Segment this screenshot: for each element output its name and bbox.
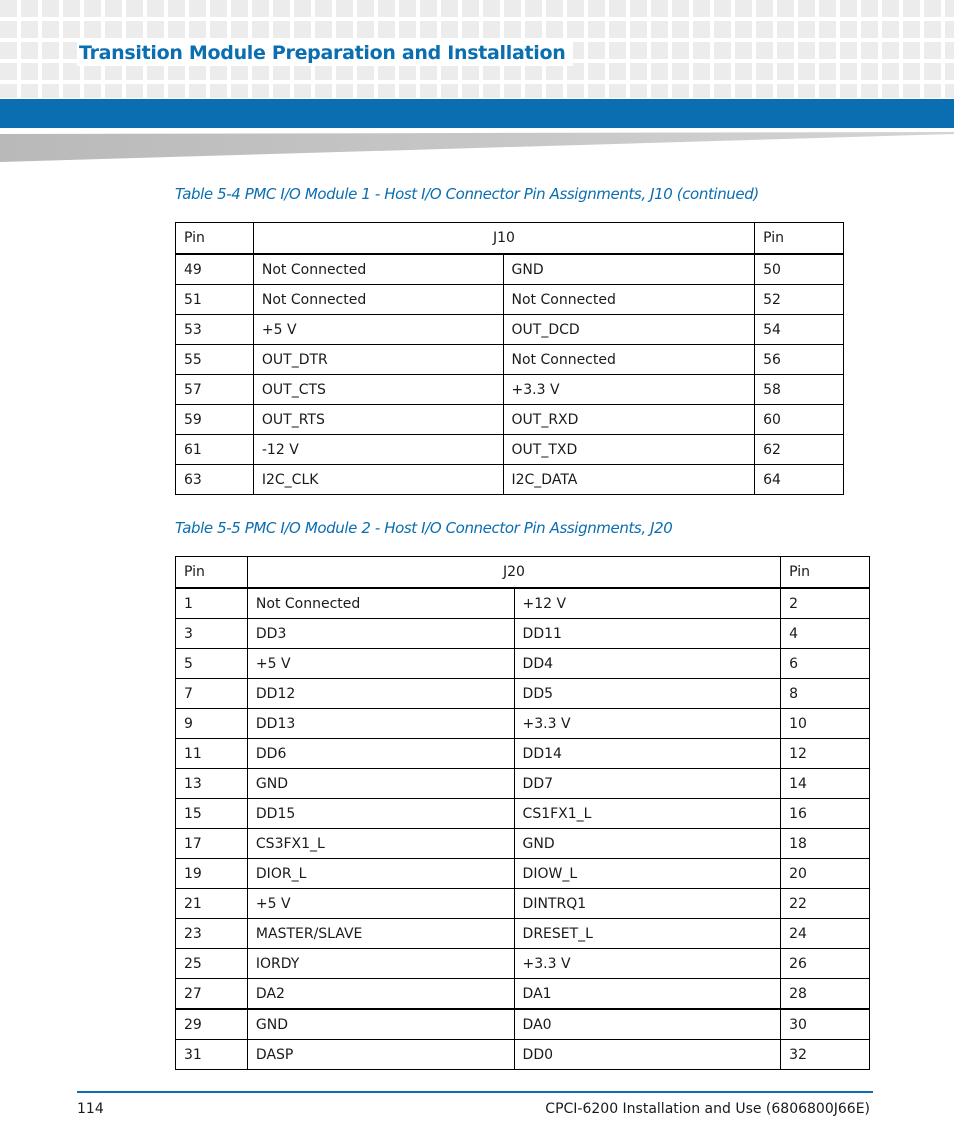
table1 [175, 222, 844, 495]
table2-header-pin-right: Pin [781, 557, 870, 589]
pin-cell: 22 [781, 889, 870, 919]
signal-cell: DD14 [514, 739, 781, 769]
signal-cell: DD3 [247, 619, 514, 649]
signal-cell: +3.3 V [514, 949, 781, 979]
table-row [176, 315, 844, 345]
pin-cell: 23 [176, 919, 248, 949]
signal-cell: IORDY [247, 949, 514, 979]
pin-cell: 30 [781, 1009, 870, 1040]
pin-cell: 18 [781, 829, 870, 859]
pin-cell: 51 [176, 285, 254, 315]
pin-cell: 52 [755, 285, 844, 315]
signal-cell: DD7 [514, 769, 781, 799]
signal-cell: +3.3 V [503, 375, 755, 405]
signal-cell: GND [247, 1009, 514, 1040]
signal-cell: OUT_CTS [253, 375, 503, 405]
signal-cell: DD4 [514, 649, 781, 679]
signal-cell: DD6 [247, 739, 514, 769]
pin-cell: 64 [755, 465, 844, 495]
table-row [176, 769, 870, 799]
signal-cell: I2C_CLK [253, 465, 503, 495]
signal-cell: +5 V [247, 889, 514, 919]
pin-cell: 49 [176, 254, 254, 285]
table-row [176, 285, 844, 315]
pin-cell: 31 [176, 1040, 248, 1070]
table2-header-connector: J20 [247, 557, 780, 589]
pin-cell: 8 [781, 679, 870, 709]
header-swoosh [0, 128, 954, 164]
signal-cell: OUT_TXD [503, 435, 755, 465]
table-row [176, 1040, 870, 1070]
pin-cell: 2 [781, 588, 870, 619]
signal-cell: +3.3 V [514, 709, 781, 739]
table-row [176, 889, 870, 919]
signal-cell: DRESET_L [514, 919, 781, 949]
signal-cell: GND [503, 254, 755, 285]
signal-cell: GND [514, 829, 781, 859]
pin-cell: 56 [755, 345, 844, 375]
signal-cell: DD11 [514, 619, 781, 649]
pin-cell: 60 [755, 405, 844, 435]
table-row [176, 345, 844, 375]
table1-header-connector: J10 [253, 223, 754, 255]
pin-cell: 10 [781, 709, 870, 739]
signal-cell: DINTRQ1 [514, 889, 781, 919]
pin-cell: 32 [781, 1040, 870, 1070]
pin-cell: 12 [781, 739, 870, 769]
table-row [176, 465, 844, 495]
pin-cell: 9 [176, 709, 248, 739]
pin-cell: 54 [755, 315, 844, 345]
signal-cell: Not Connected [503, 345, 755, 375]
pin-cell: 50 [755, 254, 844, 285]
pin-cell: 15 [176, 799, 248, 829]
pin-cell: 28 [781, 979, 870, 1010]
pin-cell: 20 [781, 859, 870, 889]
pin-cell: 55 [176, 345, 254, 375]
signal-cell: OUT_RTS [253, 405, 503, 435]
signal-cell: CS3FX1_L [247, 829, 514, 859]
table-row [176, 1009, 870, 1040]
signal-cell: MASTER/SLAVE [247, 919, 514, 949]
document-title: CPCI-6200 Installation and Use (6806800J66E) [545, 1101, 870, 1117]
table2-header-row [176, 557, 870, 589]
pin-cell: 53 [176, 315, 254, 345]
signal-cell: DA1 [514, 979, 781, 1010]
pin-cell: 61 [176, 435, 254, 465]
table-row [176, 799, 870, 829]
table-row [176, 619, 870, 649]
signal-cell: DASP [247, 1040, 514, 1070]
page-number: 114 [77, 1101, 104, 1117]
table-row [176, 739, 870, 769]
table2-header-pin-left: Pin [176, 557, 248, 589]
table-row [176, 859, 870, 889]
pin-cell: 17 [176, 829, 248, 859]
pin-cell: 4 [781, 619, 870, 649]
table1-caption: Table 5-4 PMC I/O Module 1 - Host I/O Connector Pin Assignments, J10 (continued) [175, 185, 759, 203]
signal-cell: DD13 [247, 709, 514, 739]
table-row [176, 405, 844, 435]
pin-cell: 63 [176, 465, 254, 495]
pin-cell: 57 [176, 375, 254, 405]
table-row [176, 979, 870, 1010]
table-row [176, 375, 844, 405]
table-row [176, 254, 844, 285]
table-row [176, 919, 870, 949]
table1-header-pin-right: Pin [755, 223, 844, 255]
pin-cell: 16 [781, 799, 870, 829]
pin-cell: 3 [176, 619, 248, 649]
signal-cell: DD15 [247, 799, 514, 829]
pin-cell: 6 [781, 649, 870, 679]
pin-cell: 14 [781, 769, 870, 799]
signal-cell: +5 V [247, 649, 514, 679]
table2-caption: Table 5-5 PMC I/O Module 2 - Host I/O Connector Pin Assignments, J20 [175, 519, 673, 537]
pin-cell: 5 [176, 649, 248, 679]
signal-cell: I2C_DATA [503, 465, 755, 495]
pin-cell: 7 [176, 679, 248, 709]
page-title: Transition Module Preparation and Installation [77, 40, 573, 66]
signal-cell: Not Connected [253, 254, 503, 285]
table1-header-row [176, 223, 844, 255]
pin-cell: 26 [781, 949, 870, 979]
footer-rule [77, 1091, 873, 1093]
pin-cell: 27 [176, 979, 248, 1010]
table-row [176, 709, 870, 739]
signal-cell: Not Connected [503, 285, 755, 315]
pin-cell: 21 [176, 889, 248, 919]
pin-cell: 62 [755, 435, 844, 465]
pin-cell: 1 [176, 588, 248, 619]
signal-cell: OUT_DTR [253, 345, 503, 375]
table-row [176, 679, 870, 709]
pin-cell: 11 [176, 739, 248, 769]
signal-cell: GND [247, 769, 514, 799]
table-row [176, 588, 870, 619]
signal-cell: +12 V [514, 588, 781, 619]
signal-cell: -12 V [253, 435, 503, 465]
signal-cell: Not Connected [247, 588, 514, 619]
signal-cell: DIOW_L [514, 859, 781, 889]
pin-cell: 58 [755, 375, 844, 405]
pin-cell: 24 [781, 919, 870, 949]
table-row [176, 949, 870, 979]
table1-header-pin-left: Pin [176, 223, 254, 255]
signal-cell: DD12 [247, 679, 514, 709]
table-row [176, 829, 870, 859]
table-row [176, 649, 870, 679]
table-row [176, 435, 844, 465]
signal-cell: DD5 [514, 679, 781, 709]
signal-cell: OUT_DCD [503, 315, 755, 345]
signal-cell: CS1FX1_L [514, 799, 781, 829]
signal-cell: DA0 [514, 1009, 781, 1040]
signal-cell: DIOR_L [247, 859, 514, 889]
pin-cell: 19 [176, 859, 248, 889]
pin-cell: 29 [176, 1009, 248, 1040]
signal-cell: DD0 [514, 1040, 781, 1070]
signal-cell: +5 V [253, 315, 503, 345]
signal-cell: OUT_RXD [503, 405, 755, 435]
pin-cell: 13 [176, 769, 248, 799]
pin-cell: 25 [176, 949, 248, 979]
signal-cell: Not Connected [253, 285, 503, 315]
pin-cell: 59 [176, 405, 254, 435]
signal-cell: DA2 [247, 979, 514, 1010]
table2 [175, 556, 870, 1070]
header-band [0, 99, 954, 128]
